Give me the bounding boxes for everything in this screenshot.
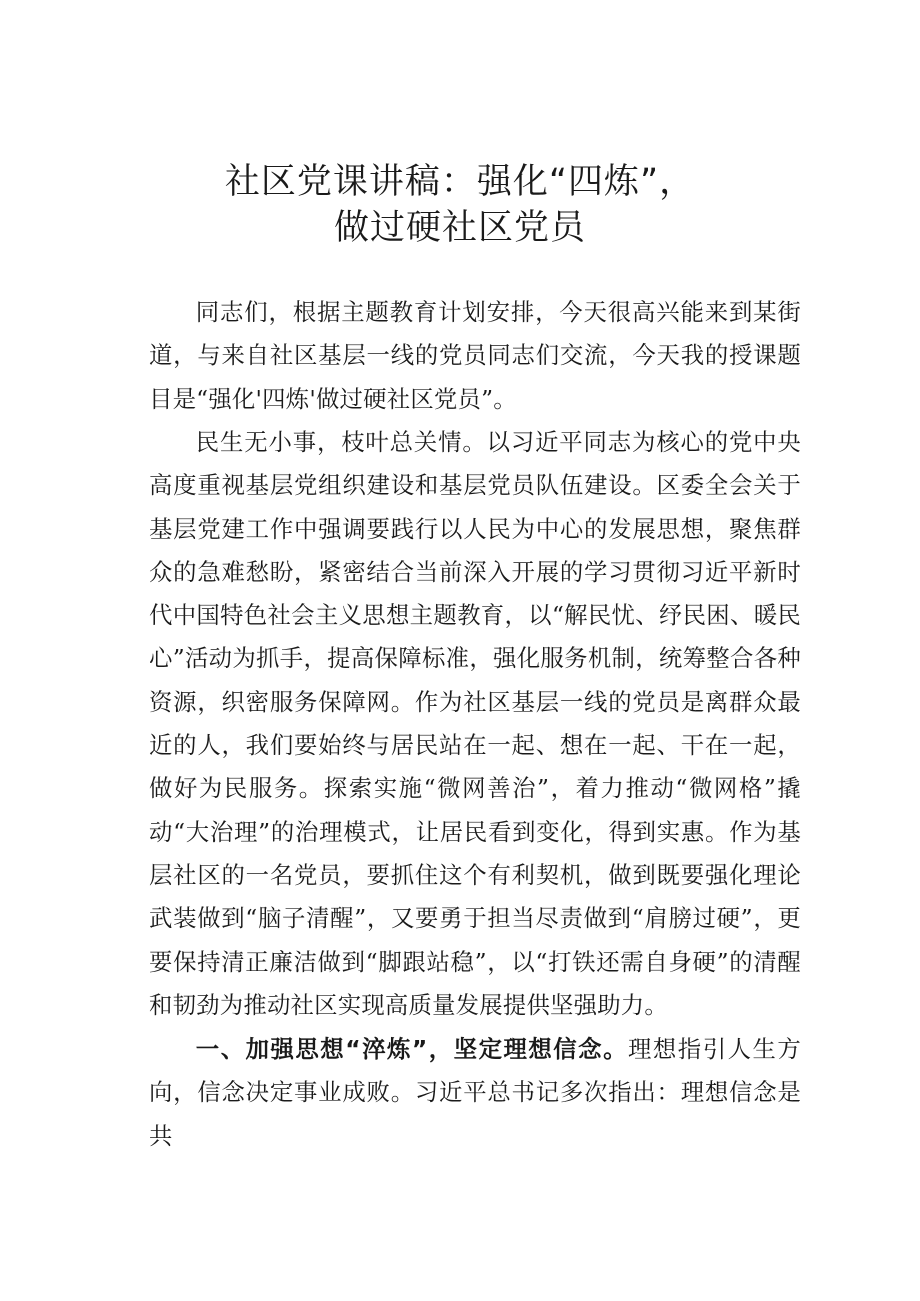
paragraph-background: 民生无小事，枝叶总关情。以习近平同志为核心的党中央高度重视基层党组织建设和基层党员队伍建设。区委全会关于基层党建工作中强调要践行以人民为中心的发展思想，聚焦群众的急难愁盼，紧密结合当前深入开展的学习贯彻习近平新时代中国特色社会主义思想主题教育，以“解民忧、纾民困、暖民心”活动为抓手，提高保障标准，强化服务机制，统筹整合各种资源，织密服务保障网。作为社区基层一线的党员是离群众最近的人，我们要始终与居民站在一起、想在一起、干在一起，做好为民服务。探索实施“微网善治”，着力推动“微网格”撬动“大治理”的治理模式，让居民看到变化，得到实惠。作为基层社区的一名党员，要抓住这个有利契机，做到既要强化理论武装做到“脑子清醒”，又要勇于担当尽责做到“肩膀过硬”，更要保持清正廉洁做到“脚跟站稳”，以“打铁还需自身硬”的清醒和韧劲为推动社区实现高质量发展提供坚强助力。 bbox=[149, 428, 801, 1019]
paragraph-section-one bbox=[149, 1028, 801, 1158]
document-title-line2: 做过硬社区党员 bbox=[333, 208, 586, 248]
section-one-heading: 一、加强思想“淬炼”，坚定理想信念。 bbox=[195, 1035, 628, 1063]
section-one-body: 理想指引人生方向，信念决定事业成败。习近平总书记多次指出：理想信念是共 bbox=[149, 1035, 801, 1150]
document-title-line1: 社区党课讲稿：强化“四炼”， bbox=[224, 162, 696, 202]
paragraph-intro: 同志们，根据主题教育计划安排，今天很高兴能来到某街道，与来自社区基层一线的党员同志们交流，今天我的授课题目是“强化'四炼'做过硬社区党员”。 bbox=[149, 298, 801, 413]
